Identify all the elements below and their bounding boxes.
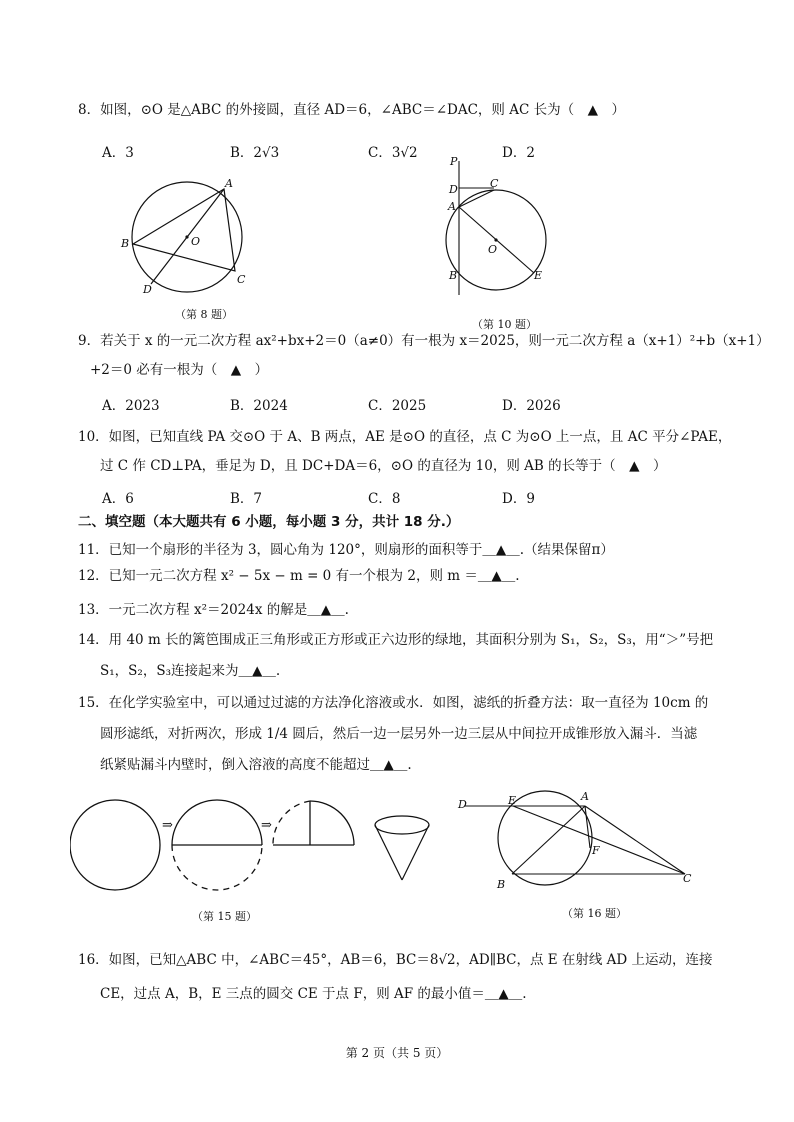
question-12: 12．已知一元二次方程 x² − 5x − m = 0 有一个根为 2，则 m ＝＿▲＿. [78,568,520,584]
q8-choice-d: D．2 [502,145,535,161]
question-11: 11．已知一个扇形的半径为 3，圆心角为 120°，则扇形的面积等于＿▲＿.（结果保留π） [78,542,614,558]
question-15-line1: 15．在化学实验室中，可以通过过滤的方法净化溶液或水．如图，滤纸的折叠方法：取一直径为 10cm 的 [78,695,709,711]
question-16-line1: 16．如图，已知△ABC 中，∠ABC＝45°，AB＝6，BC＝8√2，AD∥BC，点 E 在射线 AD 上运动，连接 [78,952,713,968]
fig8-label-b: B [121,237,130,250]
fig10-label-p: P [450,155,458,168]
figure-16-geometry-diagram [450,790,700,900]
figure-15-filter-paper-diagram [70,795,450,895]
fig8-label-a: A [225,177,233,190]
question-10-stem-line1: 10．如图，已知直线 PA 交⊙O 于 A、B 两点，AE 是⊙O 的直径，点 C 为⊙O 上一点，且 AC 平分∠PAE， [78,429,732,445]
q8-choice-c: C．3√2 [368,145,418,161]
figure-16-caption: （第 16 题） [562,907,627,920]
question-10-stem-line2: 过 C 作 CD⊥PA，垂足为 D，且 DC+DA＝6，⊙O 的直径为 10，则 AB 的长等于（ ▲ ） [100,458,667,474]
q10-choice-c: C．8 [368,491,401,507]
figure-10-caption: （第 10 题） [472,318,537,331]
question-15-line3: 纸紧贴漏斗内壁时，倒入溶液的高度不能超过＿▲＿. [100,757,412,773]
fig15-arrow-2: ⇒ [261,818,272,833]
fig10-label-o: O [488,243,498,256]
figure-8-caption: （第 8 题） [175,308,233,321]
fig10-label-b: B [449,269,458,282]
section-2-heading: 二、填空题（本大题共有 6 小题，每小题 3 分，共计 18 分.） [78,514,460,530]
fig10-label-a: A [448,200,456,213]
fig15-arrow-1: ⇒ [162,818,173,833]
question-9-stem-line2: +2＝0 必有一根为（ ▲ ） [90,362,269,378]
fig16-label-e: E [508,794,517,807]
question-14-line1: 14．用 40 m 长的篱笆围成正三角形或正方形或正六边形的绿地，其面积分别为 S₁，S₂，S₃，用“＞”号把 [78,632,714,648]
fig16-label-d: D [458,798,467,811]
fig10-label-c: C [490,177,499,190]
question-8-stem: 8．如图，⊙O 是△ABC 的外接圆，直径 AD＝6，∠ABC＝∠DAC，则 AC 长为（ ▲ ） [78,102,625,118]
fig10-label-e: E [534,269,543,282]
figure-8-circle-diagram [115,175,265,300]
question-15-line2: 圆形滤纸，对折两次，形成 1/4 圆后，然后一边一层另外一边三层从中间拉开成锥形放入漏斗．当滤 [100,726,698,742]
question-16-line2: CE，过点 A，B，E 三点的圆交 CE 于点 F，则 AF 的最小值＝＿▲＿. [100,986,527,1002]
q8-choice-b: B．2√3 [230,145,280,161]
fig16-label-a: A [581,790,589,803]
fig8-label-o: O [191,235,201,248]
question-14-line2: S₁，S₂，S₃连接起来为＿▲＿. [100,663,281,679]
q9-choice-b: B．2024 [230,398,288,414]
q9-choice-d: D．2026 [502,398,561,414]
page-footer: 第 2 页（共 5 页） [345,1046,449,1060]
q9-choice-a: A．2023 [102,398,160,414]
q8-choice-a: A．3 [102,145,134,161]
fig10-label-d: D [449,183,458,196]
q9-choice-c: C．2025 [368,398,427,414]
fig8-label-c: C [237,273,246,286]
q10-choice-d: D．9 [502,491,535,507]
question-13: 13．一元二次方程 x²＝2024x 的解是＿▲＿. [78,602,349,618]
q10-choice-a: A．6 [102,491,134,507]
fig8-label-d: D [143,283,152,296]
figure-15-caption: （第 15 题） [192,910,257,923]
figure-10-circle-diagram [440,155,560,315]
fig16-label-c: C [683,872,692,885]
q10-choice-b: B．7 [230,491,263,507]
question-9-stem-line1: 9．若关于 x 的一元二次方程 ax²+bx+2＝0（a≠0）有一根为 x＝2025，则一元二次方程 a（x+1）²+b（x+1） [78,333,770,349]
fig16-label-b: B [497,878,506,891]
fig16-label-f: F [592,844,600,857]
